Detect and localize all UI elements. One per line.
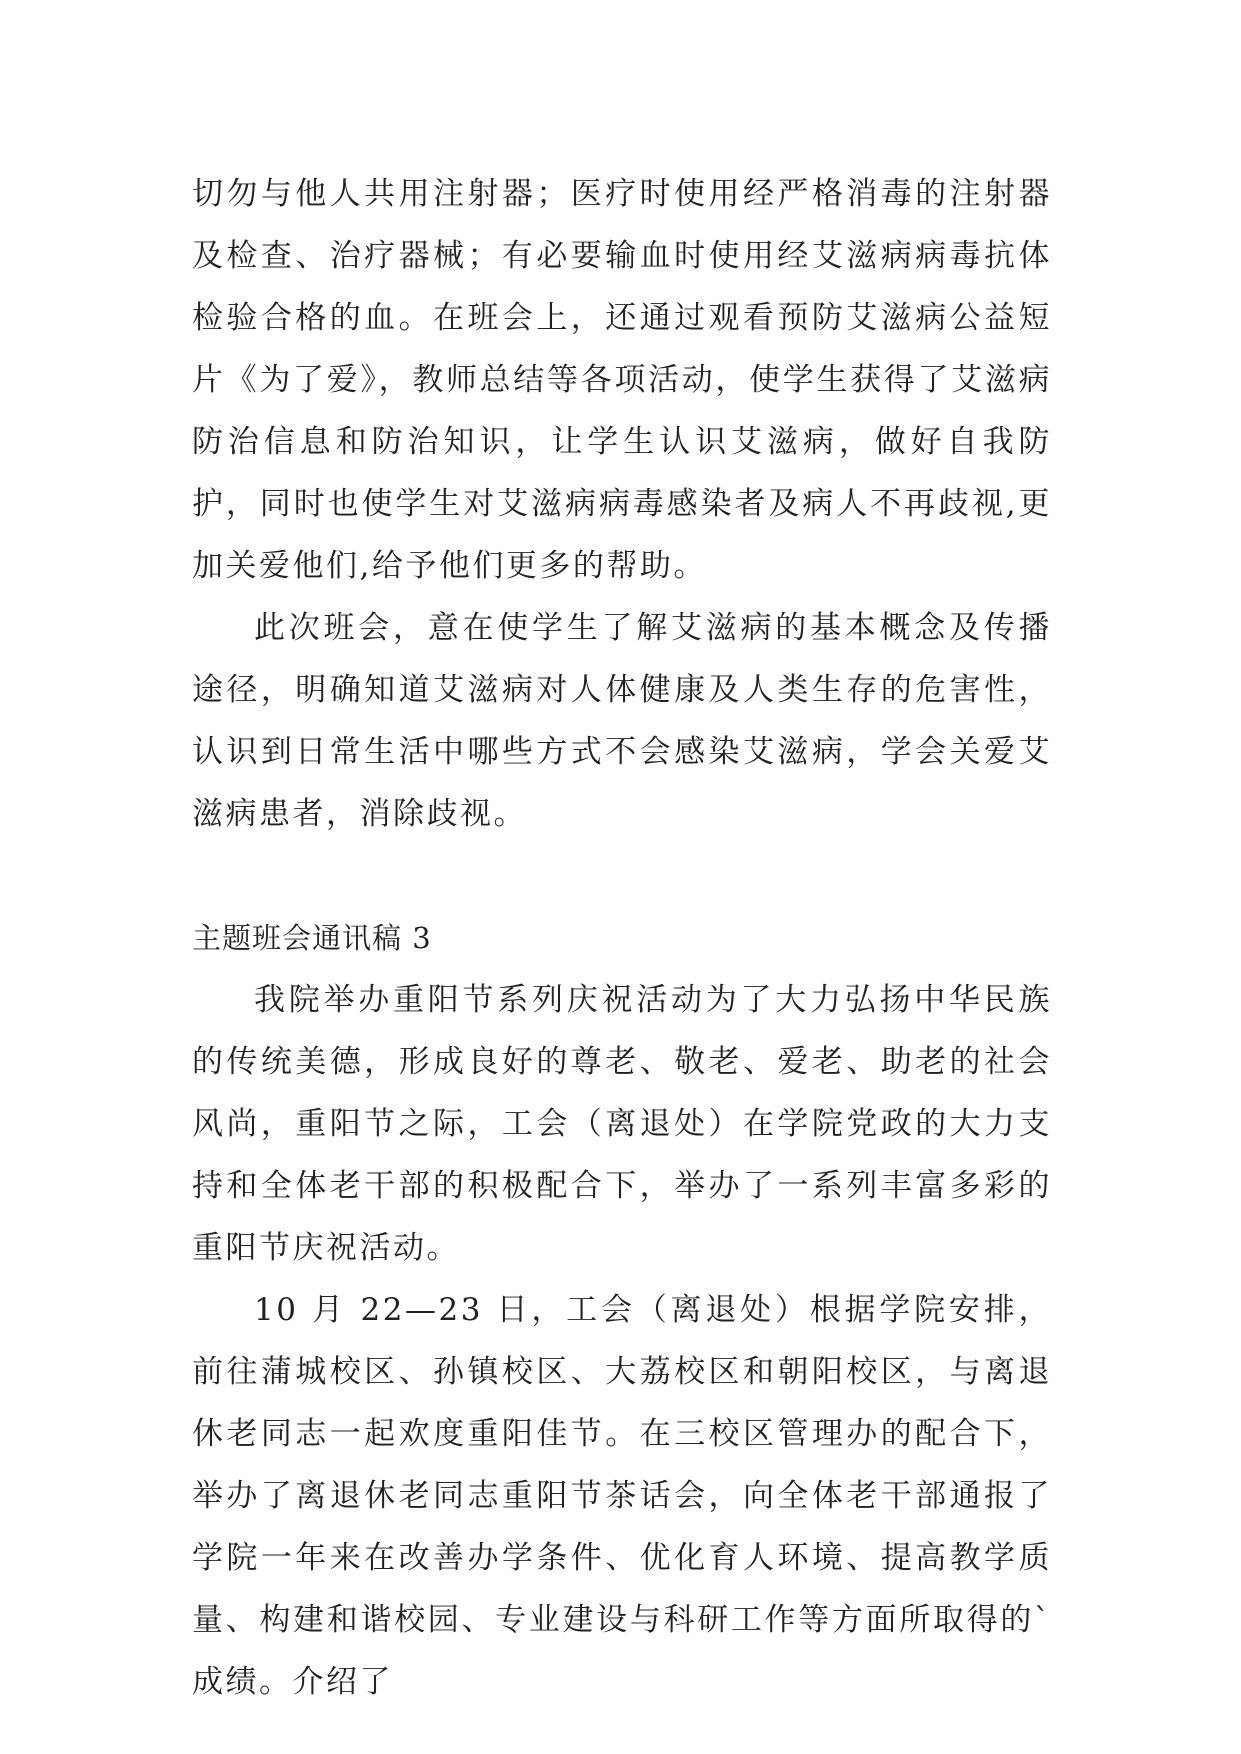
paragraph-continued: 切勿与他人共用注射器；医疗时使用经严格消毒的注射器及检查、治疗器械；有必要输血时使用经艾滋病病毒抗体检验合格的血。在班会上，还通过观看预防艾滋病公益短片《为了爱》，教师总结等各项活动，使学生获得了艾滋病防治信息和防治知识，让学生认识艾滋病，做好自我防护，同时也使学生对艾滋病病毒感染者及病人不再歧视,更加关爱他们,给予他们更多的帮助。 bbox=[192, 176, 1052, 584]
paragraph-details: 10 月 22—23 日，工会（离退处）根据学院安排，前往蒲城校区、孙镇校区、大荔校区和朝阳校区，与离退休老同志一起欢度重阳佳节。在三校区管理办的配合下，举办了离退休老同志重阳节茶话会，向全体老干部通报了学院一年来在改善办学条件、优化育人环境、提高教学质量、构建和谐校园、专业建设与科研工作等方面所取得的`成绩。介绍了 bbox=[192, 1292, 1052, 1700]
section-heading: 主题班会通讯稿 3 bbox=[192, 921, 432, 955]
document-body bbox=[192, 163, 1052, 1713]
paragraph-summary: 此次班会，意在使学生了解艾滋病的基本概念及传播途径，明确知道艾滋病对人体健康及人类生存的危害性，认识到日常生活中哪些方式不会感染艾滋病，学会关爱艾滋病患者，消除歧视。 bbox=[192, 610, 1052, 832]
paragraph-intro: 我院举办重阳节系列庆祝活动为了大力弘扬中华民族的传统美德，形成良好的尊老、敬老、爱老、助老的社会风尚，重阳节之际，工会（离退处）在学院党政的大力支持和全体老干部的积极配合下，举办了一系列丰富多彩的重阳节庆祝活动。 bbox=[192, 982, 1052, 1266]
